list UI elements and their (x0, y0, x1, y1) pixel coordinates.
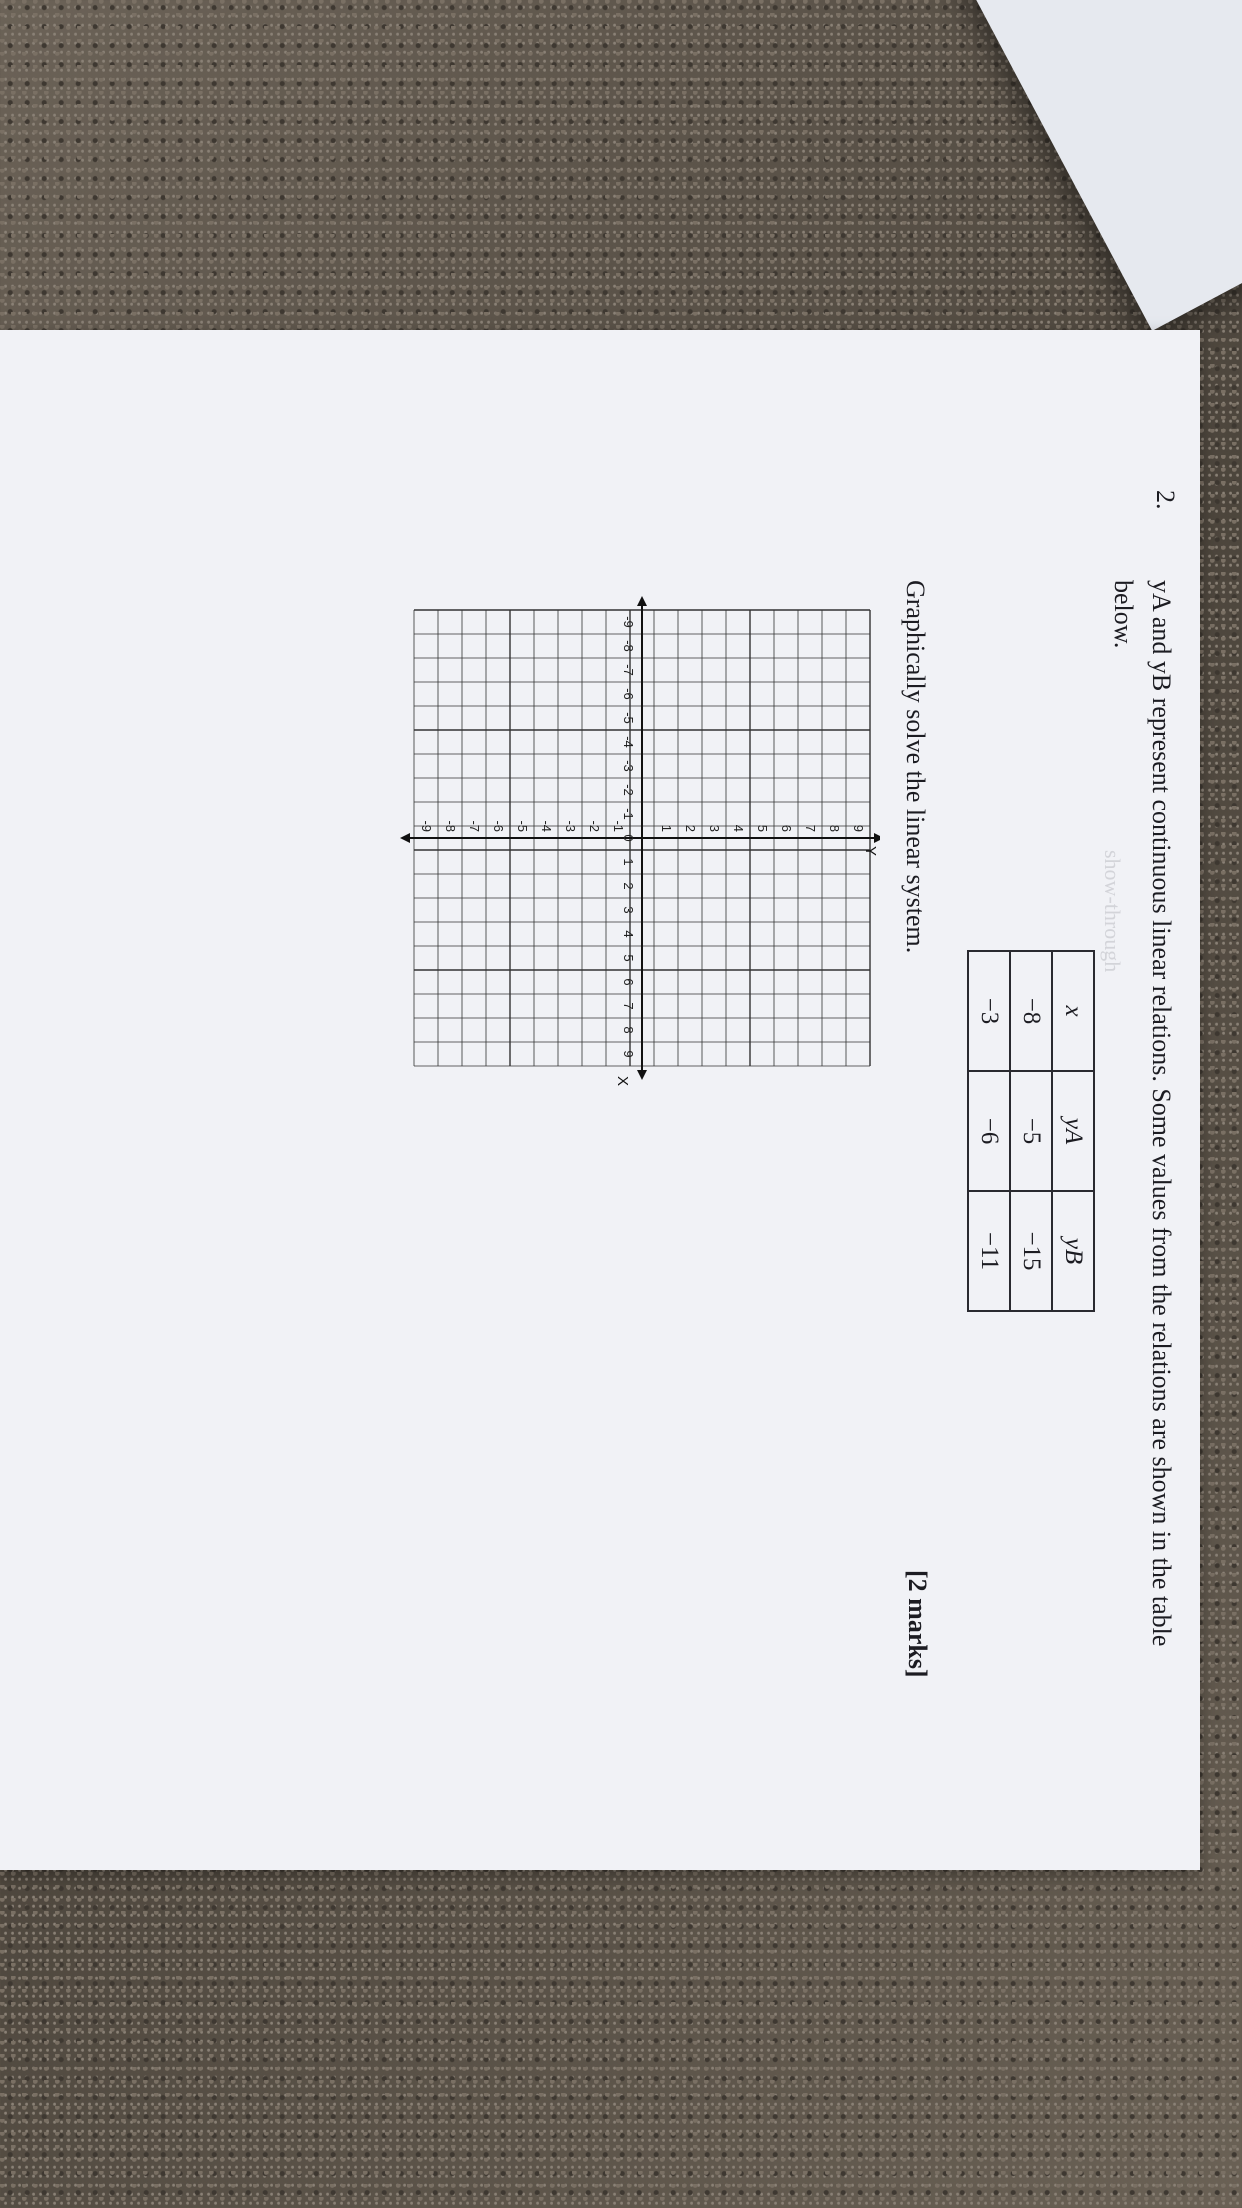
bleed-through-text: show-through (1100, 850, 1125, 973)
y-tick-label: -9 (419, 820, 434, 832)
x-tick-label: -1 (621, 808, 636, 820)
marks-label: [2 marks] (903, 1570, 932, 1678)
grid-svg (400, 590, 880, 1240)
background-paper (955, 0, 1242, 331)
x-axis-arrow-left (637, 596, 647, 606)
table-cell: −15 (1010, 1191, 1052, 1311)
x-tick-label: 8 (621, 1026, 636, 1034)
x-tick-label: -4 (621, 736, 636, 748)
x-tick-label: 3 (621, 906, 636, 914)
y-axis-label: Y (862, 846, 879, 857)
x-tick-label: 0 (621, 834, 636, 842)
y-tick-label: 1 (659, 824, 674, 832)
y-tick-label: -5 (515, 820, 530, 832)
table-cell: −3 (968, 951, 1010, 1071)
instruction-text: Graphically solve the linear system. (901, 580, 930, 954)
x-tick-label: -2 (621, 784, 636, 796)
y-tick-label: 7 (803, 824, 818, 832)
x-tick-label: 4 (621, 930, 636, 938)
y-tick-label: 5 (755, 824, 770, 832)
table-header-row (1052, 951, 1094, 1311)
x-tick-label: -6 (621, 688, 636, 700)
table-cell: −5 (1010, 1071, 1052, 1191)
x-tick-label: 6 (621, 978, 636, 986)
table-header-ya: yA (1052, 1071, 1094, 1191)
y-tick-label: 4 (731, 824, 746, 832)
table-row (1010, 951, 1052, 1311)
y-tick-label: -4 (539, 820, 554, 832)
x-tick-label: 5 (621, 954, 636, 962)
x-tick-label: -5 (621, 712, 636, 724)
x-tick-label: -8 (621, 640, 636, 652)
coordinate-grid (395, 590, 880, 1240)
y-tick-label: -3 (563, 820, 578, 832)
worksheet-content (0, 330, 1200, 1870)
table-cell: −8 (1010, 951, 1052, 1071)
x-tick-label: -9 (621, 616, 636, 628)
y-tick-label: 2 (683, 824, 698, 832)
y-axis-arrow-bottom (400, 833, 410, 843)
question-number: 2. (1151, 490, 1180, 510)
x-axis-label: X (614, 1076, 631, 1087)
y-tick-label: -6 (491, 820, 506, 832)
table-row (968, 951, 1010, 1311)
y-tick-label: -7 (467, 820, 482, 832)
y-tick-label: 8 (827, 824, 842, 832)
table-header-x: x (1052, 951, 1094, 1071)
y-tick-label: 9 (851, 824, 866, 832)
x-axis-arrow (637, 1070, 647, 1080)
y-tick-label: 6 (779, 824, 794, 832)
x-tick-label: 1 (621, 858, 636, 866)
x-tick-label: -7 (621, 664, 636, 676)
y-tick-label: -1 (611, 820, 626, 832)
y-tick-label: -2 (587, 820, 602, 832)
y-tick-label: 3 (707, 824, 722, 832)
x-tick-label: 7 (621, 1002, 636, 1010)
x-tick-label: -3 (621, 760, 636, 772)
y-tick-label: -8 (443, 820, 458, 832)
values-table (967, 950, 1095, 1312)
y-axis-arrow (874, 833, 880, 843)
x-tick-label: 2 (621, 882, 636, 890)
question-text: yA and yB represent continuous linear relations. Some values from the relations are shown in the table below. (1109, 580, 1176, 1647)
x-tick-label: 9 (621, 1050, 636, 1058)
table-cell: −11 (968, 1191, 1010, 1311)
table-header-yb: yB (1052, 1191, 1094, 1311)
table-cell: −6 (968, 1071, 1010, 1191)
worksheet-page (0, 330, 1200, 1870)
